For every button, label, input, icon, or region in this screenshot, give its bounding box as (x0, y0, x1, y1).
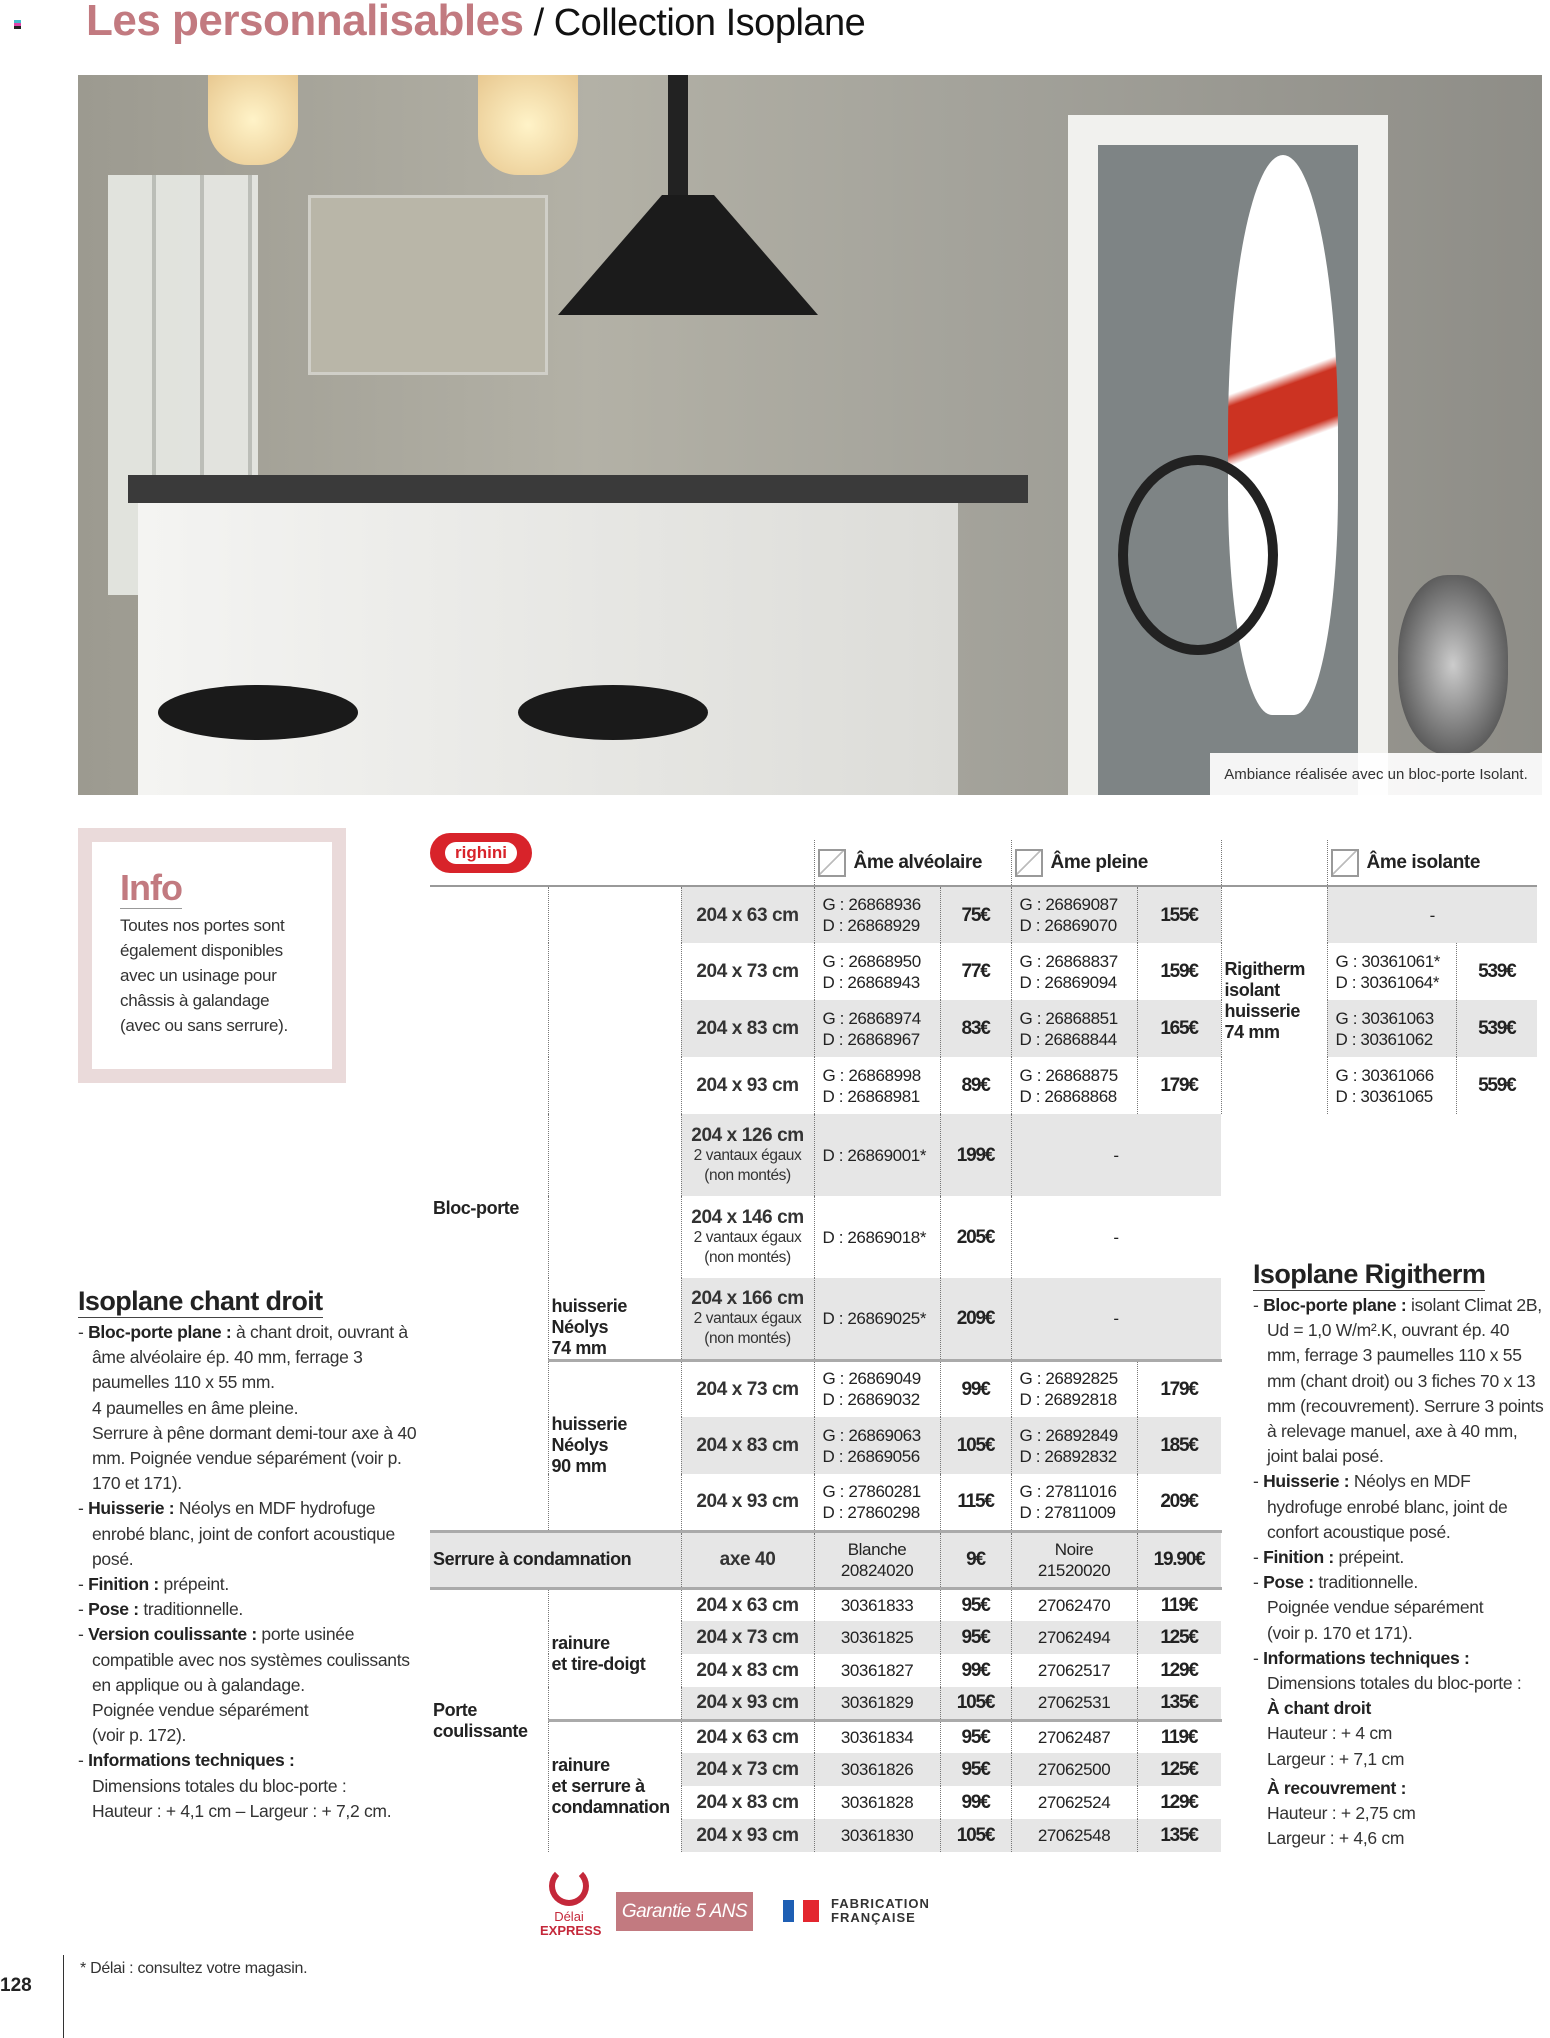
alveolaire-price: 95€ (940, 1621, 1011, 1654)
alveolaire-code: D : 26869001* (814, 1114, 940, 1196)
size-cell: 204 x 93 cm (681, 1057, 814, 1114)
size-cell: 204 x 166 cm 2 vantaux égaux (non montés) (681, 1278, 814, 1360)
pleine-price: 179€ (1137, 1360, 1221, 1417)
spec-subheading: À recouvrement : (1267, 1777, 1407, 1798)
spec-extra: Dimensions totales du bloc-porte : Hauteur : + 4,1 cm – Largeur : + 7,2 cm. (92, 1775, 392, 1821)
pleine-price: 209€ (1137, 1474, 1221, 1531)
size-cell: 204 x 73 cm (681, 1753, 814, 1786)
alveolaire-code: 30361826 (814, 1753, 940, 1786)
header-pleine: Âme pleine (1011, 840, 1221, 886)
footnote: * Délai : consultez votre magasin. (80, 1960, 308, 1977)
pleine-code: G : 26868875 D : 26868868 (1011, 1057, 1137, 1114)
alveolaire-code: G : 27860281 D : 27860298 (814, 1474, 940, 1531)
alveolaire-price: 115€ (940, 1474, 1011, 1531)
pleine-price: 159€ (1137, 943, 1221, 1000)
alveolaire-code: G : 26868974 D : 26868967 (814, 1000, 940, 1057)
spec-subheading: À chant droit (1267, 1698, 1372, 1719)
alveolaire-price: 95€ (940, 1588, 1011, 1621)
alveolaire-price: 83€ (940, 1000, 1011, 1057)
serrure-noire: Noire 21520020 (1011, 1531, 1137, 1588)
alveolaire-code: 30361829 (814, 1687, 940, 1720)
spec-item: - Pose : traditionnelle. Poignée vendue séparément (voir p. 170 et 171). (1253, 1570, 1545, 1646)
spec-item: - Informations techniques : Dimensions totales du bloc-porte : Hauteur : + 4,1 cm – Largeur : + 7,2 cm. (78, 1748, 418, 1824)
delai-express-badge: Délai EXPRESS (540, 1866, 598, 1938)
french-flag-icon (783, 1900, 819, 1922)
size-note: 2 vantaux égaux (non montés) (693, 1146, 802, 1184)
pleine-code: 27062500 (1011, 1753, 1137, 1786)
pleine-price: 129€ (1137, 1654, 1221, 1687)
pleine-price: 135€ (1137, 1687, 1221, 1720)
spec-item: - Finition : prépeint. (78, 1574, 229, 1595)
spec-dimensions: Hauteur : + 4 cm Largeur : + 7,1 cm (1267, 1723, 1405, 1769)
alveolaire-price: 95€ (940, 1753, 1011, 1786)
serrure-label: Serrure à condamnation (430, 1531, 681, 1588)
pleine-unavailable: - (1011, 1196, 1221, 1278)
pleine-code: G : 26868837 D : 26869094 (1011, 943, 1137, 1000)
alveolaire-code: G : 26868936 D : 26868929 (814, 886, 940, 943)
chant-droit-description (78, 1285, 418, 1824)
righini-logo: righini (430, 833, 532, 873)
spec-item: - Bloc-porte plane : isolant Climat 2B, Ud = 1,0 W/m².K, ouvrant ép. 40 mm, ferrage 3 paumelles 110 x 55 mm (chant droit) ou 3 fiches 70 x 13 mm (recouvrement). Serrure 3 points à relevage manuel, axe à 40 mm, joint balai posé. (1253, 1295, 1544, 1467)
section-title: Isoplane Rigitherm (1253, 1259, 1486, 1289)
size-cell: 204 x 93 cm (681, 1819, 814, 1852)
info-text: Toutes nos portes sont également disponibles avec un usinage pour châssis à galandage (avec ou sans serrure). (120, 916, 288, 1035)
header-isolante: Âme isolante (1327, 840, 1537, 886)
alveolaire-code: G : 26868950 D : 26868943 (814, 943, 940, 1000)
size-cell: 204 x 63 cm (681, 886, 814, 943)
isolante-price: 559€ (1456, 1057, 1537, 1114)
size-cell: 204 x 83 cm (681, 1654, 814, 1687)
isolante-code: G : 30361061* D : 30361064* (1327, 943, 1456, 1000)
pleine-code: G : 26892825 D : 26892818 (1011, 1360, 1137, 1417)
pleine-price: 155€ (1137, 886, 1221, 943)
spec-item: - Huisserie : Néolys en MDF hydrofuge enrobé blanc, joint de confort acoustique posé. (78, 1498, 395, 1569)
fabrication-francaise-label: FABRICATION FRANÇAISE (831, 1896, 930, 1925)
isolante-price: 539€ (1456, 943, 1537, 1000)
size-cell: 204 x 73 cm (681, 1360, 814, 1417)
serrure-axe: axe 40 (681, 1531, 814, 1588)
alveolaire-price: 99€ (940, 1360, 1011, 1417)
pleine-price: 165€ (1137, 1000, 1221, 1057)
spec-item: - Bloc-porte plane : à chant droit, ouvrant à âme alvéolaire ép. 40 mm, ferrage 3 paumelles 110 x 55 mm. 4 paumelles en âme pleine. Serrure à pêne dormant demi-tour axe à 40 mm. Poignée vendue séparément (voir p. 170 et 171). (78, 1320, 418, 1496)
spec-dimensions: Hauteur : + 2,75 cm Largeur : + 4,6 cm (1267, 1803, 1416, 1849)
spec-extra: Poignée vendue séparément (voir p. 172). (92, 1700, 309, 1746)
alveolaire-price: 209€ (940, 1278, 1011, 1360)
group-bloc-porte: Bloc-porte (433, 1197, 520, 1218)
alveolaire-code: D : 26869025* (814, 1278, 940, 1360)
size-cell: 204 x 83 cm (681, 1417, 814, 1474)
section-title: Isoplane chant droit (78, 1286, 323, 1316)
pleine-unavailable: - (1011, 1114, 1221, 1196)
isolante-code: G : 30361063 D : 30361062 (1327, 1000, 1456, 1057)
alveolaire-code: G : 26868998 D : 26868981 (814, 1057, 940, 1114)
subgroup-label: huisserie Néolys 90 mm (548, 1360, 681, 1531)
size-cell: 204 x 126 cm 2 vantaux égaux (non montés) (681, 1114, 814, 1196)
size-cell: 204 x 63 cm (681, 1720, 814, 1753)
spec-extra: 4 paumelles en âme pleine. Serrure à pêne dormant demi-tour axe à 40 mm. Poignée vendue séparément (voir p. 170 et 171). (92, 1397, 417, 1494)
size-cell: 204 x 73 cm (681, 1621, 814, 1654)
alveolaire-price: 105€ (940, 1417, 1011, 1474)
spec-item: - Huisserie : Néolys en MDF hydrofuge enrobé blanc, joint de confort acoustique posé. (1253, 1471, 1508, 1542)
size-cell: 204 x 73 cm (681, 943, 814, 1000)
size-note: 2 vantaux égaux (non montés) (693, 1228, 802, 1266)
alveolaire-code: 30361830 (814, 1819, 940, 1852)
spec-item: - Pose : traditionnelle. (78, 1599, 243, 1620)
header-alveolaire: Âme alvéolaire (814, 840, 1011, 886)
rigitherm-label: Rigitherm isolant huisserie 74 mm (1221, 886, 1327, 1114)
pleine-code: 27062531 (1011, 1687, 1137, 1720)
express-clock-icon (549, 1866, 589, 1906)
isolante-code: G : 30361066 D : 30361065 (1327, 1057, 1456, 1114)
size-cell: 204 x 93 cm (681, 1687, 814, 1720)
serrure-noire-price: 19.90€ (1137, 1531, 1221, 1588)
alveolaire-code: G : 26869049 D : 26869032 (814, 1360, 940, 1417)
pleine-code: G : 26869087 D : 26869070 (1011, 886, 1137, 943)
table-row (430, 886, 1537, 943)
pleine-code: 27062494 (1011, 1621, 1137, 1654)
divider (63, 1955, 64, 2038)
size-cell: 204 x 83 cm (681, 1786, 814, 1819)
alveolaire-price: 199€ (940, 1114, 1011, 1196)
pleine-unavailable: - (1011, 1278, 1221, 1360)
door-alveolaire-icon (818, 849, 846, 877)
garantie-badge: Garantie 5 ANS (616, 1892, 753, 1931)
pleine-price: 125€ (1137, 1753, 1221, 1786)
pleine-price: 185€ (1137, 1417, 1221, 1474)
size-cell: 204 x 93 cm (681, 1474, 814, 1531)
alveolaire-code: G : 26869063 D : 26869056 (814, 1417, 940, 1474)
info-box (78, 828, 346, 1083)
alveolaire-code: 30361825 (814, 1621, 940, 1654)
size-note: 2 vantaux égaux (non montés) (693, 1309, 802, 1347)
spec-extra: Dimensions totales du bloc-porte : (1267, 1673, 1522, 1694)
size-cell: 204 x 63 cm (681, 1588, 814, 1621)
alveolaire-code: 30361833 (814, 1588, 940, 1621)
pleine-code: 27062517 (1011, 1654, 1137, 1687)
door-pleine-icon (1015, 849, 1043, 877)
spec-item: - Informations techniques : Dimensions totales du bloc-porte : À chant droit Hauteur : + 4 cm Largeur : + 7,1 cm À recouvrement : Hauteur : + 2,75 cm Largeur : + 4,6 cm (1253, 1646, 1545, 1852)
pleine-code: 27062524 (1011, 1786, 1137, 1819)
group-porte-coulissante: Porte coulissante (433, 1699, 528, 1741)
spec-item: - Finition : prépeint. (1253, 1547, 1404, 1568)
pleine-code: 27062470 (1011, 1588, 1137, 1621)
alveolaire-price: 105€ (940, 1687, 1011, 1720)
pleine-price: 119€ (1137, 1588, 1221, 1621)
serrure-blanche-price: 9€ (940, 1531, 1011, 1588)
alveolaire-price: 105€ (940, 1819, 1011, 1852)
pleine-code: G : 26868851 D : 26868844 (1011, 1000, 1137, 1057)
spec-item: - Version coulissante : porte usinée compatible avec nos systèmes coulissants en applique ou à galandage. Poignée vendue séparément (voir p. 172). (78, 1622, 418, 1748)
alveolaire-price: 95€ (940, 1720, 1011, 1753)
registration-mark (14, 20, 21, 29)
header-empty (1221, 840, 1327, 886)
spec-extra: Poignée vendue séparément (voir p. 170 et 171). (1267, 1597, 1484, 1643)
subgroup-label: rainure et tire-doigt (548, 1588, 681, 1720)
photo-caption: Ambiance réalisée avec un bloc-porte Isolant. (1210, 753, 1542, 795)
page-title: Les personnalisables / Collection Isoplane (86, 0, 866, 45)
isolante-price: 539€ (1456, 1000, 1537, 1057)
alveolaire-price: 99€ (940, 1654, 1011, 1687)
alveolaire-price: 75€ (940, 886, 1011, 943)
pleine-price: 119€ (1137, 1720, 1221, 1753)
size-cell: 204 x 83 cm (681, 1000, 814, 1057)
alveolaire-code: 30361828 (814, 1786, 940, 1819)
ambiance-photo (78, 75, 1542, 795)
isolante-unavailable: - (1327, 886, 1537, 943)
pleine-price: 125€ (1137, 1621, 1221, 1654)
table-row (430, 840, 1537, 886)
alveolaire-price: 77€ (940, 943, 1011, 1000)
serrure-blanche: Blanche 20824020 (814, 1531, 940, 1588)
pleine-code: G : 26892849 D : 26892832 (1011, 1417, 1137, 1474)
alveolaire-price: 205€ (940, 1196, 1011, 1278)
pleine-code: 27062487 (1011, 1720, 1137, 1753)
page-number: 128 (0, 1975, 32, 1996)
alveolaire-code: D : 26869018* (814, 1196, 940, 1278)
door-isolante-icon (1331, 849, 1359, 877)
subgroup-label: rainure et serrure à condamnation (548, 1720, 681, 1852)
alveolaire-price: 99€ (940, 1786, 1011, 1819)
alveolaire-code: 30361827 (814, 1654, 940, 1687)
pleine-code: 27062548 (1011, 1819, 1137, 1852)
rigitherm-description (1253, 1258, 1545, 1851)
pleine-code: G : 27811016 D : 27811009 (1011, 1474, 1137, 1531)
pleine-price: 179€ (1137, 1057, 1221, 1114)
info-title: Info (120, 867, 182, 908)
subgroup-label: huisserie Néolys 74 mm (548, 886, 681, 1360)
alveolaire-code: 30361834 (814, 1720, 940, 1753)
size-cell: 204 x 146 cm 2 vantaux égaux (non montés) (681, 1196, 814, 1278)
pleine-price: 129€ (1137, 1786, 1221, 1819)
alveolaire-price: 89€ (940, 1057, 1011, 1114)
pleine-price: 135€ (1137, 1819, 1221, 1852)
